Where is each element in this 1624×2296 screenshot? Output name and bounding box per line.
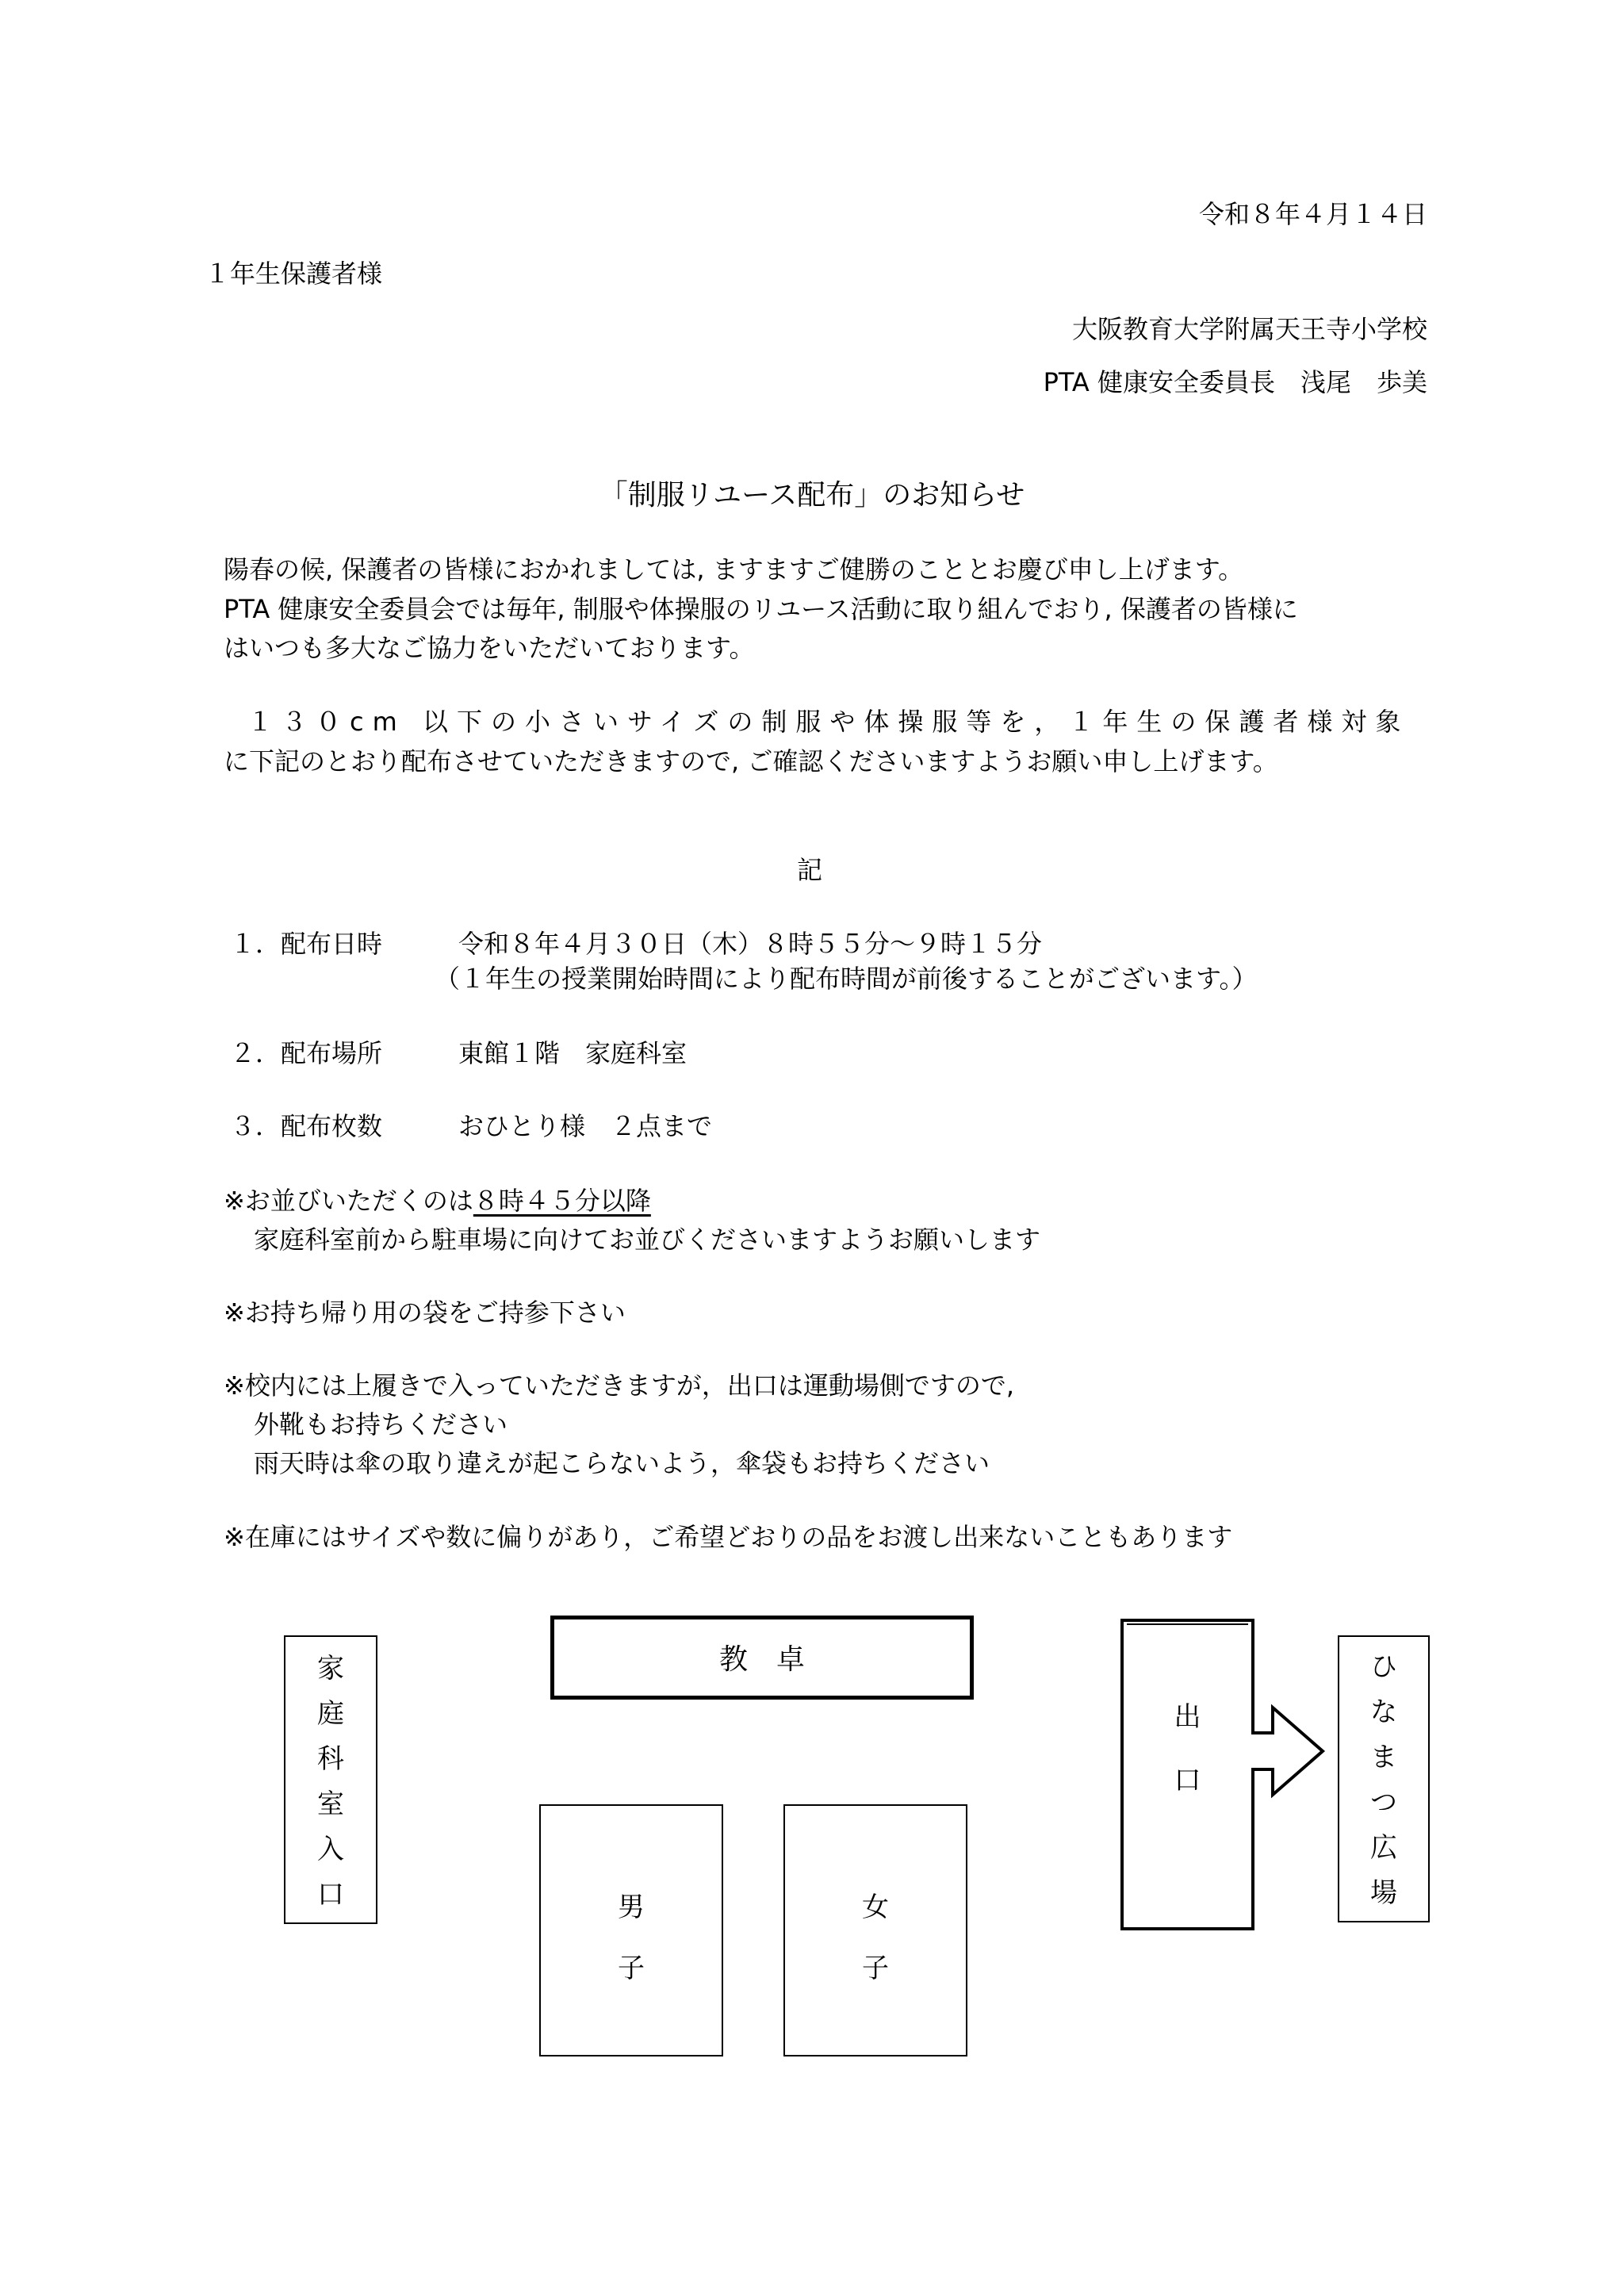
item-1-value: 令和８年４月３０日（木）８時５５分～９時１５分 xyxy=(458,929,1043,959)
greeting-line-2: PTA 健康安全委員会では毎年, 制服や体操服のリユース活動に取り組んでおり, 保護者の皆様に xyxy=(224,594,1298,624)
map-plaza-label: ひ な ま つ 広 場 xyxy=(1370,1651,1397,1909)
item-1-label: １．配布日時 xyxy=(230,929,383,959)
map-entrance-box xyxy=(284,1635,377,1924)
note-shoes-3: 雨天時は傘の取り違えが起こらないよう，傘袋もお持ちください xyxy=(254,1448,990,1478)
page-title: 「制服リユース配布」のお知らせ xyxy=(599,479,1025,512)
note-line-up-prefix: ※お並びいただくのは xyxy=(224,1186,473,1216)
greeting-line-1: 陽春の候, 保護者の皆様におかれましては, ますますご健勝のこととお慶び申し上げます。 xyxy=(224,554,1244,585)
item-3-label: ３．配布枚数 xyxy=(230,1111,383,1141)
addressee: １年生保護者様 xyxy=(205,259,383,289)
map-desk-label: 教 卓 xyxy=(718,1643,805,1676)
note-shoes-1: ※校内には上履きで入っていただきますが，出口は運動場側ですので, xyxy=(224,1370,1014,1401)
item-1-sub: （１年生の授業開始時間により配布時間が前後することがございます。） xyxy=(435,964,1258,994)
sender-person: PTA 健康安全委員長 浅尾 歩美 xyxy=(1043,367,1427,397)
note-stock: ※在庫にはサイズや数に偏りがあり，ご希望どおりの品をお渡し出来ないこともあります xyxy=(224,1522,1233,1552)
map-girls-label: 女 子 xyxy=(862,1892,889,1984)
note-line-up-detail: 家庭科室前から駐車場に向けてお並びくださいますようお願いします xyxy=(254,1225,1041,1255)
map-hinamatsu-plaza-box xyxy=(1338,1635,1430,1922)
map-teacher-desk xyxy=(550,1616,974,1700)
document-date: 令和８年４月１４日 xyxy=(1198,199,1427,229)
note-line-up xyxy=(224,1185,651,1217)
note-bag: ※お持ち帰り用の袋をご持参下さい xyxy=(224,1297,626,1328)
note-shoes-2: 外靴もお持ちください xyxy=(254,1409,508,1439)
item-2-label: ２．配布場所 xyxy=(230,1038,383,1068)
notice-line-1: １３０cm 以下の小さいサイズの制服や体操服等を，１年生の保護者様対象 xyxy=(247,707,1410,737)
note-line-up-time: ８時４５分以降 xyxy=(473,1186,651,1216)
map-girls-area xyxy=(783,1804,967,2056)
map-entrance-label: 家 庭 科 室 入 口 xyxy=(317,1653,344,1911)
item-3-value: おひとり様 ２点まで xyxy=(458,1111,713,1141)
sender-school: 大阪教育大学附属天王寺小学校 xyxy=(1071,314,1427,344)
item-2-value: 東館１階 家庭科室 xyxy=(458,1038,688,1068)
map-boys-label: 男 子 xyxy=(618,1892,645,1984)
notice-line-2: に下記のとおり配布させていただきますので, ご確認くださいますようお願い申し上げます。 xyxy=(224,746,1278,776)
map-boys-area xyxy=(539,1804,723,2056)
greeting-line-3: はいつも多大なご協力をいただいております。 xyxy=(224,633,755,663)
map-exit-label: 出 口 xyxy=(1174,1701,1201,1796)
ki-heading: 記 xyxy=(797,855,823,885)
